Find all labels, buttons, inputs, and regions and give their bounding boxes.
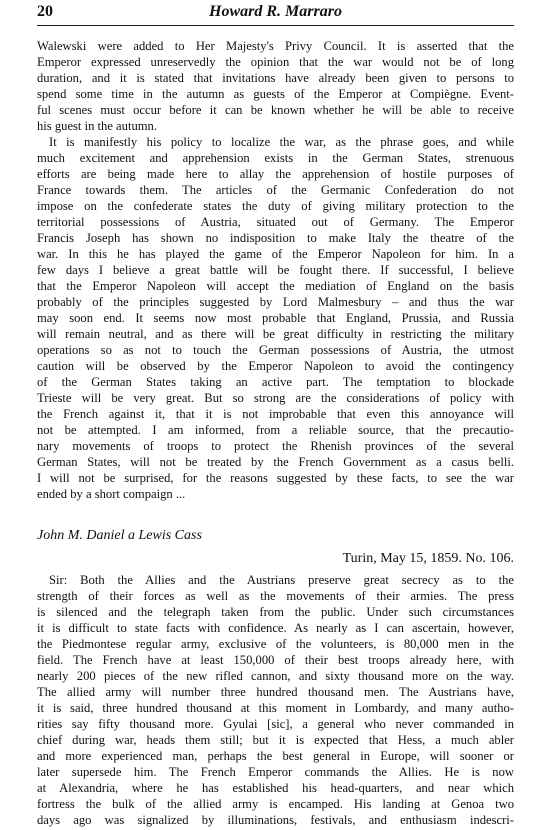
text-line: may soon end. It seems now most probable that England, Prussia, and Russia bbox=[37, 311, 514, 325]
text-line: nary movements of troops to protect the Rhenish provinces of the several bbox=[37, 439, 514, 453]
text-line: that the Emperor Napoleon will accept the mediation of England on the basis bbox=[37, 279, 514, 293]
text-line: probably of the principles suggested by Lord Malmesbury – and thus the war bbox=[37, 295, 514, 309]
dateline: Turin, May 15, 1859. No. 106. bbox=[342, 551, 514, 566]
text-line: Emperor expressed unreservedly the opinion that the war would not be of long bbox=[37, 55, 514, 69]
text-line: caution will be observed by the Emperor Napoleon to avoid the contingency bbox=[37, 359, 514, 373]
text-line: Sir: Both the Allies and the Austrians preserve great secrecy as to the bbox=[49, 573, 514, 587]
text-line: later supersede him. The French Emperor commands the Allies. He is now bbox=[37, 765, 514, 779]
text-line: German States, will not be treated by the French Government as a casus belli. bbox=[37, 455, 514, 469]
text-line: It is manifestly his policy to localize the war, as the phrase goes, and while bbox=[49, 135, 514, 149]
text-line: nearly 200 pieces of the new rifled cannon, and sixty thousand more on the way. bbox=[37, 669, 514, 683]
text-line: it is difficult to state facts with confidence. As nearly as I can ascertain, however, bbox=[37, 621, 514, 635]
text-line: at Alexandria, where he has established his head-quarters, and near which bbox=[37, 781, 514, 795]
text-line: field. The French have at least 150,000 of their best troops already here, with bbox=[37, 653, 514, 667]
text-line: duration, and it is stated that invitations have already been given to persons to bbox=[37, 71, 514, 85]
text-line: France towards them. The articles of the Germanic Confederation do not bbox=[37, 183, 514, 197]
text-line: his guest in the autumn. bbox=[37, 119, 157, 133]
text-line: few days I believe a great battle will be fought there. If successful, I believe bbox=[37, 263, 514, 277]
text-line: will remain neutral, and as there will be great difficulty in restricting the military bbox=[37, 327, 514, 341]
text-line: ended by a short compaign ... bbox=[37, 487, 186, 501]
text-line: fortress the bulk of the allied army is encamped. His landing at Genoa two bbox=[37, 797, 514, 811]
text-line: the French against it, that it is not improbable that even this annoyance will bbox=[37, 407, 514, 421]
text-line: war. In this he has played the game of the Emperor Napoleon for him. In a bbox=[37, 247, 514, 261]
text-line: efforts are being made here to allay the apprehension of hostile purposes of bbox=[37, 167, 514, 181]
text-line: rities say fifty thousand more. Gyulai [sic], a general who never commanded in bbox=[37, 717, 514, 731]
header-rule bbox=[37, 25, 514, 26]
page-header bbox=[37, 2, 514, 26]
text-line: not be attempted. I am informed, from a reliable source, that the precautio- bbox=[37, 423, 514, 437]
letter-heading: John M. Daniel a Lewis Cass bbox=[37, 528, 202, 543]
text-line: Francis Joseph has shown no indisposition to make Italy the theatre of the bbox=[37, 231, 514, 245]
text-line: and more experienced man, perhaps the best general in Europe, will sooner or bbox=[37, 749, 514, 763]
text-line: days ago was signalized by illuminations, festivals, and enthusiasm indescri- bbox=[37, 813, 514, 827]
running-head: Howard R. Marraro bbox=[209, 3, 342, 20]
text-line: territorial possessions of Austria, situated out of Germany. The Emperor bbox=[37, 215, 514, 229]
text-line: much excitement and apprehension exists in the German States, strenuous bbox=[37, 151, 514, 165]
text-line: impose on the confederate states the duty of giving military protection to the bbox=[37, 199, 514, 213]
text-line: is silenced and the telegraph taken from the public. Under such circumstances bbox=[37, 605, 514, 619]
text-line: Trieste will be very great. But so strong are the considerations of policy with bbox=[37, 391, 514, 405]
text-line: The allied army will number three hundred thousand men. The Austrians have, bbox=[37, 685, 514, 699]
text-line: strength of their forces as well as the movements of their armies. The press bbox=[37, 589, 514, 603]
text-line: chief during war, heads them still; but it is expected that Hess, a much abler bbox=[37, 733, 514, 747]
text-line: operations so as not to touch the German possessions of Austria, the utmost bbox=[37, 343, 514, 357]
text-line: the Piedmontese regular army, exclusive of the volunteers, is 80,000 men in the bbox=[37, 637, 514, 651]
text-line: spend some time in the autumn as guests of the Emperor at Compiègne. Event- bbox=[37, 87, 514, 101]
text-line: Walewski were added to Her Majesty's Privy Council. It is asserted that the bbox=[37, 39, 514, 53]
text-line: ful scenes must occur before it can be known whether he will be able to receive bbox=[37, 103, 514, 117]
text-line: of the German States taking an active part. The temptation to blockade bbox=[37, 375, 514, 389]
page-number: 20 bbox=[37, 3, 53, 20]
text-line: I will not be surprised, for the reasons suggested by these facts, to see the war bbox=[37, 471, 514, 485]
text-line: it is said, three hundred thousand at this moment in Lombardy, and many autho- bbox=[37, 701, 514, 715]
